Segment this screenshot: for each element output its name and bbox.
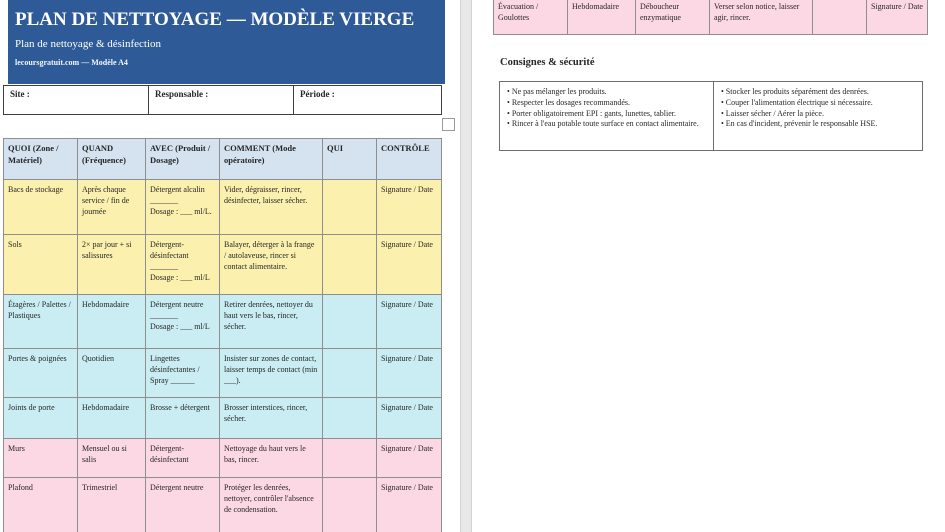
avec-blank-line: _______ — [150, 196, 178, 205]
cell-avec — [146, 478, 220, 532]
cell-comment: Insister sur zones de contact, laisser temps de contact (min ___). — [220, 349, 323, 398]
cell-controle: Signature / Date — [377, 398, 442, 439]
cell-qui[interactable] — [323, 235, 377, 295]
avec-line: Détergent neutre — [150, 483, 204, 492]
cleaning-plan-table — [3, 138, 442, 532]
cell-quoi: Étagères / Palettes / Plastiques — [4, 295, 78, 349]
responsable-field[interactable]: Responsable : — [149, 86, 294, 115]
cell-avec — [146, 349, 220, 398]
avec-line: Brosse + détergent — [150, 403, 210, 412]
col-header-quoi: QUOI (Zone / Matériel) — [4, 139, 78, 180]
cell-controle: Signature / Date — [867, 0, 928, 35]
cell-controle: Signature / Date — [377, 295, 442, 349]
cell-comment: Balayer, déterger à la frange / autolaveuse, rincer si contact alimentaire. — [220, 235, 323, 295]
cell-avec — [146, 398, 220, 439]
table-row-etageres — [4, 295, 442, 349]
cell-avec — [146, 295, 220, 349]
cell-quoi: Murs — [4, 439, 78, 478]
table-row-murs — [4, 439, 442, 478]
col-header-quand: QUAND (Fréquence) — [78, 139, 146, 180]
cell-quand: Quotidien — [78, 349, 146, 398]
col-header-avec: AVEC (Produit / Dosage) — [146, 139, 220, 180]
consigne-item: • En cas d'incident, prévenir le responsable HSE. — [721, 119, 915, 130]
cell-avec — [146, 439, 220, 478]
avec-blank-line: _______ — [150, 262, 178, 271]
title-banner — [8, 0, 445, 84]
table-row-bacs — [4, 180, 442, 235]
cell-quand: Trimestriel — [78, 478, 146, 532]
consignes-heading: Consignes & sécurité — [500, 57, 595, 68]
page-gutter — [460, 0, 472, 532]
avec-line: Lingettes désinfectantes / Spray ______ — [150, 354, 200, 385]
consignes-box — [499, 81, 923, 151]
consigne-item: • Respecter les dosages recommandés. — [507, 98, 706, 109]
cell-qui[interactable] — [323, 478, 377, 532]
avec-dosage-line: Dosage : ___ ml/L — [150, 322, 210, 331]
consigne-item: • Couper l'alimentation électrique si nécessaire. — [721, 98, 915, 109]
table-row-joints — [4, 398, 442, 439]
cell-qui[interactable] — [813, 0, 867, 35]
avec-dosage-line: Dosage : ___ ml/L — [150, 273, 210, 282]
cell-quand: Mensuel ou si salis — [78, 439, 146, 478]
cell-controle: Signature / Date — [377, 235, 442, 295]
cell-quand: Hebdomadaire — [78, 295, 146, 349]
cell-comment: Nettoyage du haut vers le bas, rincer. — [220, 439, 323, 478]
cell-qui[interactable] — [323, 180, 377, 235]
consigne-item: • Laisser sécher / Aérer la pièce. — [721, 109, 915, 120]
cell-quoi: Bacs de stockage — [4, 180, 78, 235]
cell-qui[interactable] — [323, 439, 377, 478]
consignes-col-right — [713, 82, 922, 150]
avec-line: Détergent alcalin — [150, 185, 205, 194]
cell-quand: Après chaque service / fin de journée — [78, 180, 146, 235]
cell-quoi: Portes & poignées — [4, 349, 78, 398]
cell-quoi: Évacuation / Goulottes — [494, 0, 568, 35]
cell-quoi: Sols — [4, 235, 78, 295]
cell-avec — [146, 235, 220, 295]
cell-qui[interactable] — [323, 398, 377, 439]
cell-quand: Hebdomadaire — [78, 398, 146, 439]
table-header-row — [4, 139, 442, 180]
cell-quoi: Plafond — [4, 478, 78, 532]
consigne-item: • Porter obligatoirement EPI : gants, lunettes, tablier. — [507, 109, 706, 120]
consigne-item: • Ne pas mélanger les produits. — [507, 87, 706, 98]
cell-quoi: Joints de porte — [4, 398, 78, 439]
avec-line: Détergent-désinfectant — [150, 444, 189, 464]
info-row — [4, 86, 442, 115]
consignes-col-left — [500, 82, 713, 150]
cell-avec — [146, 180, 220, 235]
cell-comment: Brosser interstices, rincer, sécher. — [220, 398, 323, 439]
avec-dosage-line: Dosage : ___ ml/L. — [150, 207, 212, 216]
avec-line: Détergent neutre — [150, 300, 204, 309]
table-row-sols — [4, 235, 442, 295]
cleaning-plan-table-continued — [493, 0, 928, 35]
cell-qui[interactable] — [323, 349, 377, 398]
table-row-portes — [4, 349, 442, 398]
avec-line: Détergent-désinfectant — [150, 240, 189, 260]
cell-quand: Hebdomadaire — [568, 0, 636, 35]
avec-line: Déboucheur enzymatique — [640, 2, 681, 22]
avec-blank-line: _______ — [150, 311, 178, 320]
cell-controle: Signature / Date — [377, 478, 442, 532]
doc-source: lecoursgratuit.com — Modèle A4 — [15, 58, 128, 67]
doc-subtitle: Plan de nettoyage & désinfection — [15, 38, 162, 50]
cell-comment: Protéger les denrées, nettoyer, contrôler l'absence de condensation. — [220, 478, 323, 532]
cell-qui[interactable] — [323, 295, 377, 349]
col-header-qui: QUI — [323, 139, 377, 180]
doc-title: PLAN DE NETTOYAGE — MODÈLE VIERGE — [15, 9, 415, 30]
consigne-item: • Rincer à l'eau potable toute surface en contact alimentaire. — [507, 119, 706, 130]
periode-field[interactable]: Période : — [294, 86, 442, 115]
consigne-item: • Stocker les produits séparément des denrées. — [721, 87, 915, 98]
site-field[interactable]: Site : — [4, 86, 149, 115]
table-row-plafond — [4, 478, 442, 532]
cell-controle: Signature / Date — [377, 439, 442, 478]
col-header-comment: COMMENT (Mode opératoire) — [220, 139, 323, 180]
table-resize-handle[interactable] — [442, 118, 455, 131]
cell-avec — [636, 0, 710, 35]
cell-quand: 2× par jour + si salissures — [78, 235, 146, 295]
cell-controle: Signature / Date — [377, 180, 442, 235]
table-row-evacuation — [494, 0, 928, 35]
cell-comment: Verser selon notice, laisser agir, rincer. — [710, 0, 813, 35]
cell-controle: Signature / Date — [377, 349, 442, 398]
cell-comment: Retirer denrées, nettoyer du haut vers le bas, rincer, sécher. — [220, 295, 323, 349]
cell-comment: Vider, dégraisser, rincer, désinfecter, laisser sécher. — [220, 180, 323, 235]
info-table — [3, 85, 442, 115]
col-header-controle: CONTRÔLE — [377, 139, 442, 180]
